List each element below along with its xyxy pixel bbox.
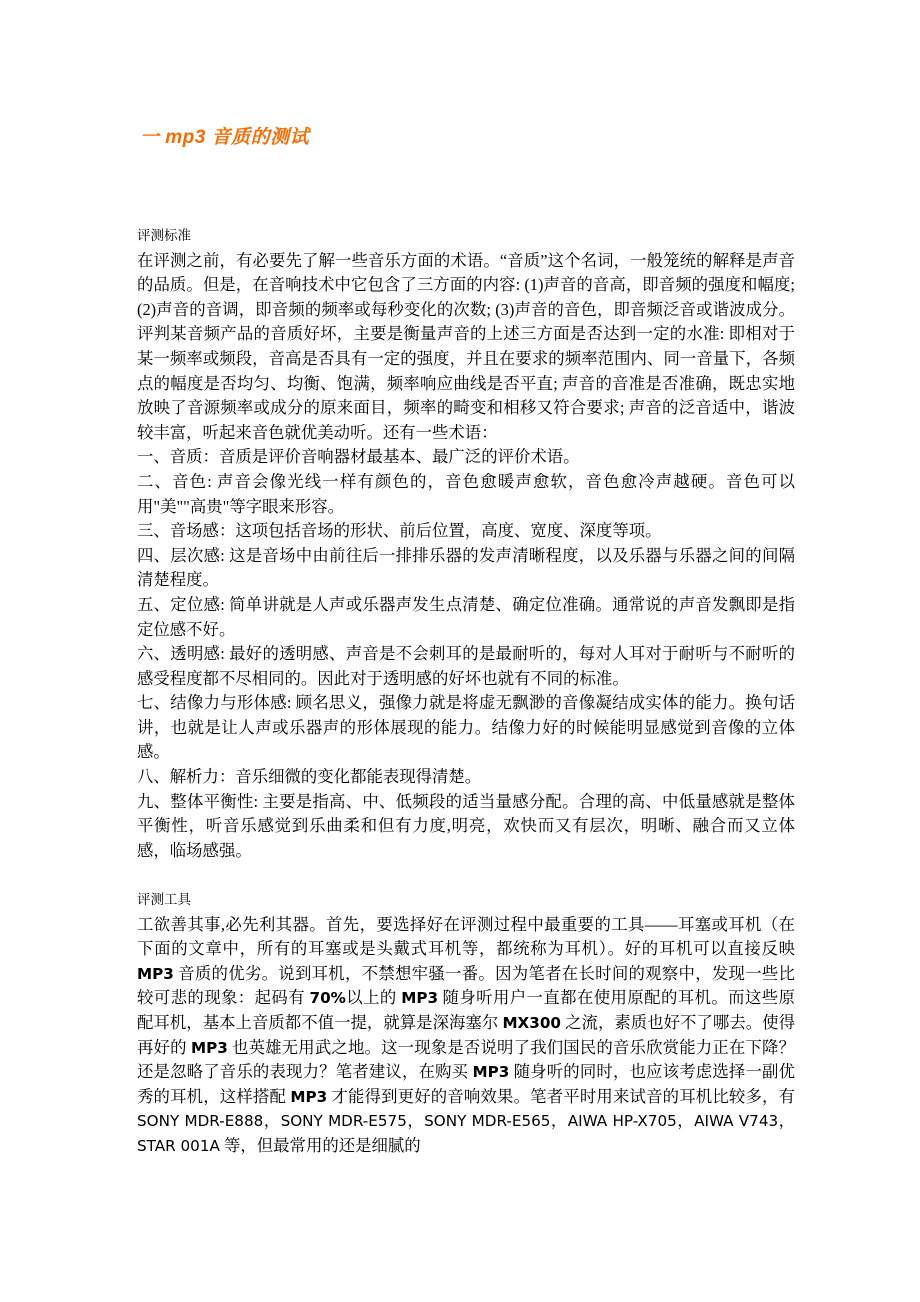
- paragraph-term-9: 九、整体平衡性: 主要是指高、中、低频段的适当量感分配。合理的高、中低量感就是整体平衡性，听音乐感觉到乐曲柔和但有力度,明亮，欢快而又有层次，明晰、融合而又立体感，临场感强。: [137, 791, 795, 860]
- paragraph-spacer: [137, 863, 795, 888]
- inline-latin-run: MP3: [401, 989, 439, 1008]
- inline-latin-run: MP3: [290, 1087, 328, 1106]
- paragraph-term-6: 六、透明感: 最好的透明感、声音是不会刺耳的是最耐听的，每对人耳对于耐听与不耐听的感受程度都不尽相同的。因此对于透明感的好坏也就有不同的标准。: [137, 644, 795, 688]
- inline-latin-run: AIWA HP-X705: [567, 1112, 677, 1131]
- paragraph-term-8: 八、解析力：音乐细微的变化都能表现得清楚。: [137, 767, 482, 787]
- inline-latin-run: MP3: [472, 1063, 510, 1082]
- inline-latin-run: SONY MDR-E575: [280, 1112, 407, 1131]
- inline-latin-run: MX300: [502, 1014, 561, 1032]
- paragraph-term-3: 三、音场感：这项包括音场的形状、前后位置，高度、宽度、深度等项。: [137, 521, 662, 541]
- paragraph-term-4: 四、层次感: 这是音场中由前往后一排排乐器的发声清晰程度，以及乐器与乐器之间的间隔清楚程度。: [137, 545, 795, 590]
- paragraph-term-5: 五、定位感: 简单讲就是人声或乐器声发生点清楚、确定位准确。通常说的声音发飘即是指定位感不好。: [137, 594, 795, 639]
- paragraph-term-2: 二、音色: 声音会像光线一样有颜色的，音色愈暖声愈软，音色愈冷声越硬。音色可以用"美""高贵"等字眼来形容。: [137, 471, 795, 516]
- inline-latin-run: MP3: [190, 1038, 228, 1057]
- document-body: [137, 224, 795, 1159]
- section-heading-criteria: 评测标准: [137, 228, 191, 243]
- paragraph-intro: 在评测之前，有必要先了解一些音乐方面的术语。“音质”这个名词，一般笼统的解释是声音的品质。但是，在音响技术中它包含了三方面的内容: (1)声音的音高，即音频的强度和幅度; (2)声音的音调，即音频的频率或每秒变化的次数; (3)声音的音色，即音频泛音或谐波成分。评判某音频产品的音质好坏，主要是衡量声音的上述三方面是否达到一定的水准: 即相对于某一频率或频段，音高是否具有一定的强度，并且在要求的频率范围内、同一音量下，各频点的幅度是否均匀、均衡、饱满，频率响应曲线是否平直; 声音的音准是否准确，既忠实地放映了音源频率或成分的原来面目，频率的畸变和相移又符合要求; 声音的泛音适中，谐波较丰富，听起来音色就优美动听。还有一些术语：: [137, 250, 795, 442]
- inline-latin-run: MP3: [137, 964, 174, 983]
- paragraph-tools: 工欲善其事,必先利其器。首先，要选择好在评测过程中最重要的工具——耳塞或耳机（在下面的文章中，所有的耳塞或是头戴式耳机等，都统称为耳机）。好的耳机可以直接反映 MP3 音质的优劣。说到耳机，不禁想牢骚一番。因为笔者在长时间的观察中，发现一些比较可悲的现象：起码有 70%以上的 MP3 随身听用户一直都在使用原配的耳机。而这些原配耳机，基本上音质都不值一提，就算是深海塞尔 MX300 之流，素质也好不了哪去。使得再好的 MP3 也英雄无用武之地。这一现象是否说明了我们国民的音乐欣赏能力正在下降？还是忽略了音乐的表现力？笔者建议，在购买 MP3 随身听的同时，也应该考虑选择一副优秀的耳机，这样搭配 MP3 才能得到更好的音响效果。笔者平时用来试音的耳机比较多，有 SONY MDR-E888，SONY MDR-E575，SONY MDR-E565，AIWA HP-X705，AIWA V743，STAR 001A 等，但最常用的还是细腻的: [137, 914, 795, 1155]
- page-title: 一 mp3 音质的测试: [140, 127, 310, 148]
- section-heading-tools: 评测工具: [137, 892, 191, 908]
- inline-latin-run: SONY MDR-E565: [424, 1112, 551, 1131]
- paragraph-term-1: 一、音质：音质是评价音响器材最基本、最广泛的评价术语。: [137, 447, 580, 467]
- inline-latin-run: 70%: [309, 989, 346, 1008]
- inline-latin-run: STAR 001A: [137, 1136, 220, 1155]
- paragraph-term-7: 七、结像力与形体感: 顾名思义，强像力就是将虚无飘渺的音像凝结成实体的能力。换句话讲，也就是让人声或乐器声的形体展现的能力。结像力好的时候能明显感觉到音像的立体感。: [137, 693, 795, 762]
- inline-latin-run: SONY MDR-E888: [137, 1112, 264, 1131]
- inline-latin-run: AIWA V743: [694, 1112, 779, 1131]
